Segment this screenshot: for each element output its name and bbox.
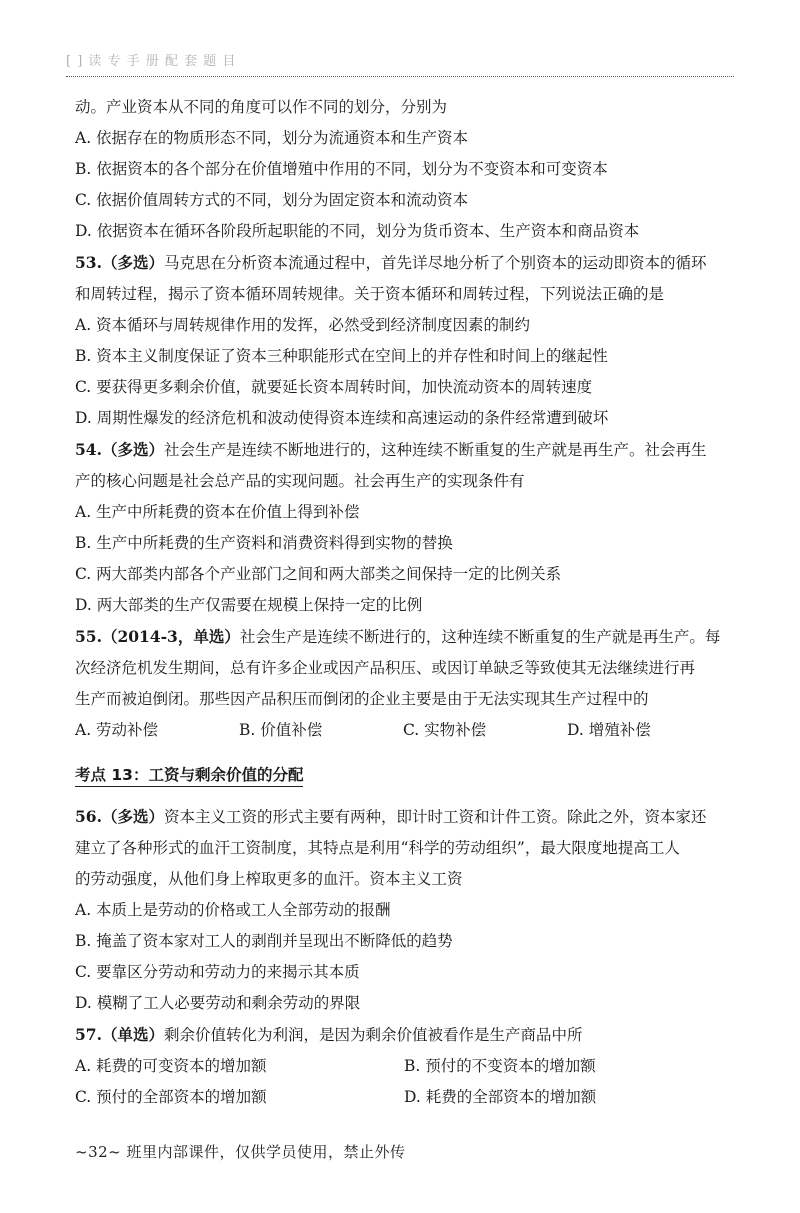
- question-55-stem: [75, 621, 733, 653]
- stem-text: 次经济危机发生期间，总有许多企业或因产品积压、或因订单缺乏等致使其无法继续进行再: [75, 659, 696, 677]
- option-c: C. 依据价值周转方式的不同，划分为固定资本和流动资本: [75, 191, 469, 209]
- option-b: B. 预付的不变资本的增加额: [404, 1057, 596, 1075]
- topic-heading: [75, 760, 733, 791]
- question-number: 54.（多选）: [75, 440, 164, 459]
- stem-text: 剩余价值转化为利润，是因为剩余价值被看作是生产商品中所: [163, 1026, 583, 1044]
- question-number: 53.（多选）: [75, 253, 164, 272]
- stem-text: 社会生产是连续不断地进行的，这种连续不断重复的生产就是再生产。社会再生: [163, 441, 707, 459]
- options-row: [75, 1051, 733, 1082]
- option-c: C. 要获得更多剩余价值，就要延长资本周转时间，加快流动资本的周转速度: [75, 378, 593, 396]
- option-d: D. 增殖补偿: [567, 721, 651, 739]
- stem-text: 建立了各种形式的血汗工资制度，其特点是利用“科学的劳动组织”，最大限度地提高工人: [75, 839, 680, 857]
- option-b: B. 生产中所耗费的生产资料和消费资料得到实物的替换: [75, 534, 453, 552]
- page-footer: ~32~ 班里内部课件，仅供学员使用，禁止外传: [75, 1143, 406, 1161]
- option-c: C. 预付的全部资本的增加额: [75, 1088, 267, 1106]
- page-content: [75, 92, 733, 1113]
- question-53-stem: [75, 247, 733, 279]
- option-d: D. 依据资本在循环各阶段所起职能的不同，划分为货币资本、生产资本和商品资本: [75, 222, 640, 240]
- option-b: B. 价值补偿: [239, 721, 323, 739]
- option-d: D. 两大部类的生产仅需要在规模上保持一定的比例: [75, 596, 423, 614]
- option-a: A. 资本循环与周转规律作用的发挥，必然受到经济制度因素的制约: [75, 316, 531, 334]
- question-57-stem: [75, 1019, 733, 1051]
- option-b: B. 掩盖了资本家对工人的剥削并呈现出不断降低的趋势: [75, 932, 453, 950]
- option-a: A. 生产中所耗费的资本在价值上得到补偿: [75, 503, 360, 521]
- question-number: 56.（多选）: [75, 807, 164, 826]
- stem-text: 产的核心问题是社会总产品的实现问题。社会再生产的实现条件有: [75, 472, 525, 490]
- options-row: [75, 1082, 733, 1113]
- option-a: A. 劳动补偿: [75, 721, 159, 739]
- stem-text: 的劳动强度，从他们身上榨取更多的血汗。资本主义工资: [75, 870, 463, 888]
- option-c: C. 两大部类内部各个产业部门之间和两大部类之间保持一定的比例关系: [75, 565, 562, 583]
- option-d: D. 模糊了工人必要劳动和剩余劳动的界限: [75, 994, 361, 1012]
- stem-text: 生产而被迫倒闭。那些因产品积压而倒闭的企业主要是由于无法实现其生产过程中的: [75, 690, 649, 708]
- stem-text: 马克思在分析资本流通过程中，首先详尽地分析了个别资本的运动即资本的循环: [163, 254, 707, 272]
- option-b: B. 依据资本的各个部分在价值增殖中作用的不同，划分为不变资本和可变资本: [75, 160, 608, 178]
- stem-text: 社会生产是连续不断进行的，这种连续不断重复的生产就是再生产。每: [239, 628, 721, 646]
- header-logo: [ ] 读 专 手 册 配 套 题 目: [66, 54, 237, 69]
- option-a: A. 耗费的可变资本的增加额: [75, 1057, 267, 1075]
- question-number: 55.（2014-3，单选）: [75, 627, 240, 646]
- options-row: [75, 715, 733, 746]
- question-54-stem: [75, 434, 733, 466]
- topic-title: 考点 13：工资与剩余价值的分配: [75, 766, 303, 787]
- option-d: D. 周期性爆发的经济危机和波动使得资本连续和高速运动的条件经常遭到破坏: [75, 409, 609, 427]
- question-number: 57.（单选）: [75, 1025, 164, 1044]
- option-c: C. 实物补偿: [403, 721, 487, 739]
- option-b: B. 资本主义制度保证了资本三种职能形式在空间上的并存性和时间上的继起性: [75, 347, 608, 365]
- option-a: A. 依据存在的物质形态不同，划分为流通资本和生产资本: [75, 129, 469, 147]
- continued-text: 动。产业资本从不同的角度可以作不同的划分，分别为: [75, 98, 448, 116]
- stem-text: 和周转过程，揭示了资本循环周转规律。关于资本循环和周转过程，下列说法正确的是: [75, 285, 665, 303]
- option-c: C. 要靠区分劳动和劳动力的来揭示其本质: [75, 963, 360, 981]
- stem-text: 资本主义工资的形式主要有两种，即计时工资和计件工资。除此之外，资本家还: [163, 808, 707, 826]
- header-divider: [66, 76, 734, 77]
- option-d: D. 耗费的全部资本的增加额: [404, 1088, 597, 1106]
- option-a: A. 本质上是劳动的价格或工人全部劳动的报酬: [75, 901, 391, 919]
- question-56-stem: [75, 801, 733, 833]
